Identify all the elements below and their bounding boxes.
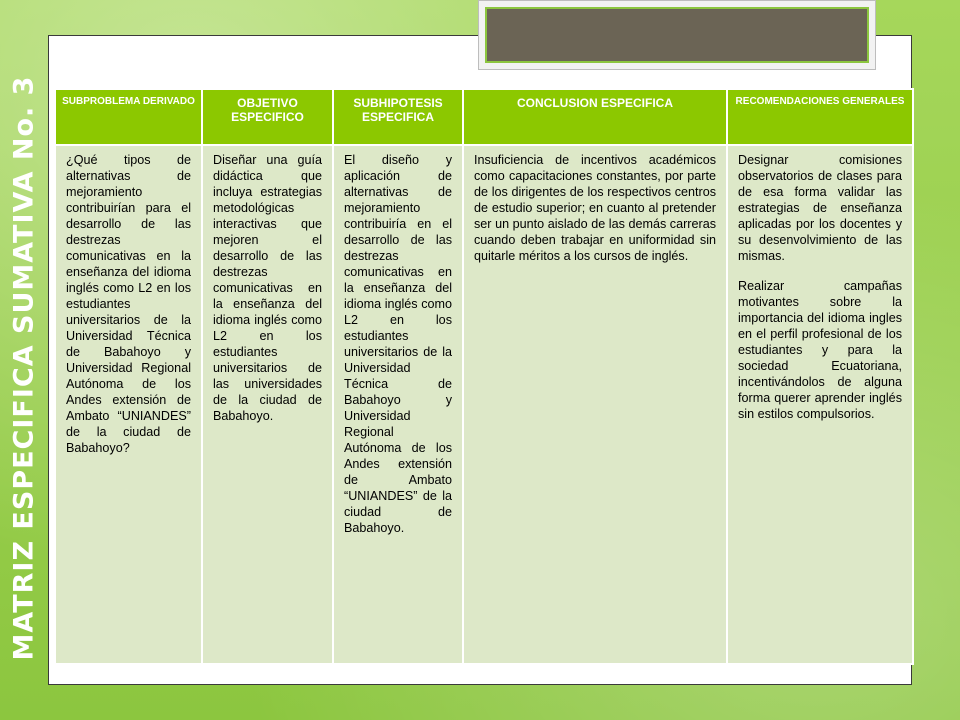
decorative-photo-frame — [478, 0, 876, 70]
cell-recomendaciones — [727, 145, 913, 664]
cell-objetivo: Diseñar una guía didáctica que incluya estrategias metodológicas interactivas que mejoren el desarrollo de las destrezas comunicativas en la enseñanza del idioma inglés como L2 en los estudiantes universitarios de las universidades de la ciudad de Babahoyo. — [202, 145, 333, 664]
header-subproblema: SUBPROBLEMA DERIVADO — [55, 89, 202, 145]
recomendacion-1: Designar comisiones observatorios de clases para de esa forma validar las estrategias de enseñanza aplicadas por los docentes y su desenvolvimiento de las mismas. — [738, 153, 902, 263]
matrix-table — [54, 88, 914, 665]
cell-subhipotesis: El diseño y aplicación de alternativas de mejoramiento contribuiría en el desarrollo de las destrezas comunicativas en la enseñanza del idioma inglés como L2 en los estudiantes universitarios de la Universidad Técnica de Babahoyo y Universidad Regional Autónoma de los Andes extensión de Ambato “UNIANDES” de la ciudad de Babahoyo. — [333, 145, 463, 664]
table-header-row — [55, 89, 913, 145]
slide-title-text: MATRIZ ESPECIFICA SUMATIVA No. 3 — [8, 75, 40, 661]
photo-placeholder — [485, 7, 869, 63]
header-conclusion: CONCLUSION ESPECIFICA — [463, 89, 727, 145]
header-objetivo: OBJETIVO ESPECIFICO — [202, 89, 333, 145]
header-subhipotesis: SUBHIPOTESIS ESPECIFICA — [333, 89, 463, 145]
cell-conclusion: Insuficiencia de incentivos académicos como capacitaciones constantes, por parte de los dirigentes de los respectivos centros de estudio superior; en cuanto al pretender ser un punto aislado de las demás carreras cuando deben trabajar en uniformidad sin quitarle méritos a los cursos de inglés. — [463, 145, 727, 664]
table-row — [55, 145, 913, 664]
cell-subproblema: ¿Qué tipos de alternativas de mejoramiento contribuirían para el desarrollo de las destrezas comunicativas en la enseñanza del idioma inglés como L2 en los estudiantes universitarios de la Universidad Técnica de Babahoyo y Universidad Regional Autónoma de los Andes extensión de Ambato “UNIANDES” de la ciudad de Babahoyo? — [55, 145, 202, 664]
header-recomendaciones: RECOMENDACIONES GENERALES — [727, 89, 913, 145]
slide-title-vertical — [0, 0, 48, 720]
recomendacion-2: Realizar campañas motivantes sobre la importancia del idioma ingles en el perfil profesional de los estudiantes y para la sociedad Ecuatoriana, incentivándolos de alguna forma querer aprender inglés sin estilos compulsorios. — [738, 279, 902, 421]
